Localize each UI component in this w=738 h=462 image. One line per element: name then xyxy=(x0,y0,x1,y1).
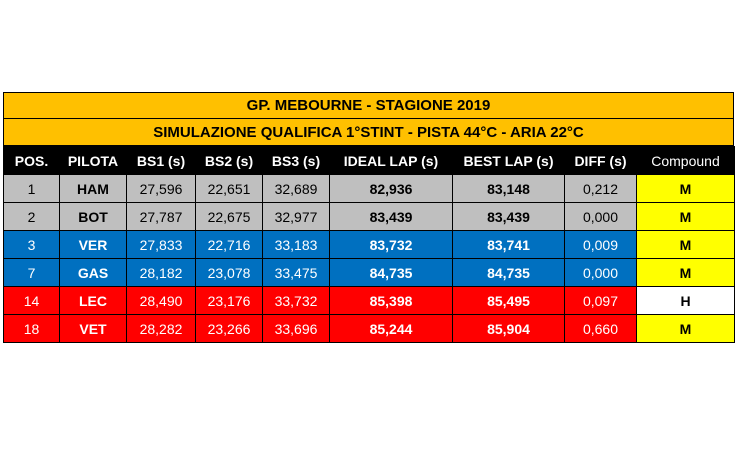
cell-pos: 2 xyxy=(4,203,60,231)
col-header-pilota: PILOTA xyxy=(60,147,127,175)
cell-compound: H xyxy=(637,287,735,315)
cell-bs1: 27,596 xyxy=(127,175,196,203)
cell-bs1: 28,490 xyxy=(127,287,196,315)
cell-diff: 0,000 xyxy=(565,203,637,231)
cell-compound: M xyxy=(637,315,735,343)
col-header-pos: POS. xyxy=(4,147,60,175)
cell-pos: 7 xyxy=(4,259,60,287)
table-row xyxy=(4,315,735,343)
cell-pilota: GAS xyxy=(60,259,127,287)
col-header-bs2: BS2 (s) xyxy=(196,147,263,175)
sheet-subtitle: SIMULAZIONE QUALIFICA 1°STINT - PISTA 44°C - ARIA 22°C xyxy=(3,119,734,146)
cell-pos: 3 xyxy=(4,231,60,259)
cell-compound: M xyxy=(637,259,735,287)
cell-bs3: 33,696 xyxy=(263,315,330,343)
sheet-title: GP. MEBOURNE - STAGIONE 2019 xyxy=(3,92,734,119)
col-header-bs3: BS3 (s) xyxy=(263,147,330,175)
qualifying-sheet xyxy=(3,92,734,343)
cell-best-lap: 83,148 xyxy=(453,175,565,203)
cell-diff: 0,660 xyxy=(565,315,637,343)
cell-bs3: 32,977 xyxy=(263,203,330,231)
table-row xyxy=(4,231,735,259)
cell-bs1: 27,787 xyxy=(127,203,196,231)
cell-diff: 0,000 xyxy=(565,259,637,287)
cell-bs3: 33,732 xyxy=(263,287,330,315)
col-header-diff: DIFF (s) xyxy=(565,147,637,175)
cell-bs2: 23,176 xyxy=(196,287,263,315)
cell-best-lap: 85,495 xyxy=(453,287,565,315)
cell-bs1: 28,182 xyxy=(127,259,196,287)
cell-diff: 0,212 xyxy=(565,175,637,203)
cell-bs1: 28,282 xyxy=(127,315,196,343)
cell-pos: 14 xyxy=(4,287,60,315)
cell-bs3: 32,689 xyxy=(263,175,330,203)
cell-bs3: 33,183 xyxy=(263,231,330,259)
cell-ideal-lap: 83,439 xyxy=(330,203,453,231)
results-table xyxy=(3,146,735,343)
cell-bs3: 33,475 xyxy=(263,259,330,287)
cell-pilota: BOT xyxy=(60,203,127,231)
cell-pilota: LEC xyxy=(60,287,127,315)
cell-bs2: 23,266 xyxy=(196,315,263,343)
cell-pos: 18 xyxy=(4,315,60,343)
table-row xyxy=(4,287,735,315)
cell-ideal-lap: 85,244 xyxy=(330,315,453,343)
col-header-bs1: BS1 (s) xyxy=(127,147,196,175)
cell-bs1: 27,833 xyxy=(127,231,196,259)
cell-ideal-lap: 84,735 xyxy=(330,259,453,287)
col-header-ideal-lap: IDEAL LAP (s) xyxy=(330,147,453,175)
table-row xyxy=(4,203,735,231)
cell-bs2: 23,078 xyxy=(196,259,263,287)
table-row xyxy=(4,259,735,287)
cell-bs2: 22,675 xyxy=(196,203,263,231)
cell-best-lap: 83,741 xyxy=(453,231,565,259)
cell-diff: 0,009 xyxy=(565,231,637,259)
col-header-best-lap: BEST LAP (s) xyxy=(453,147,565,175)
cell-ideal-lap: 82,936 xyxy=(330,175,453,203)
table-row xyxy=(4,175,735,203)
cell-ideal-lap: 83,732 xyxy=(330,231,453,259)
cell-compound: M xyxy=(637,175,735,203)
cell-pos: 1 xyxy=(4,175,60,203)
cell-diff: 0,097 xyxy=(565,287,637,315)
cell-pilota: VET xyxy=(60,315,127,343)
cell-best-lap: 85,904 xyxy=(453,315,565,343)
col-header-compound: Compound xyxy=(637,147,735,175)
cell-best-lap: 83,439 xyxy=(453,203,565,231)
cell-bs2: 22,651 xyxy=(196,175,263,203)
cell-compound: M xyxy=(637,203,735,231)
cell-pilota: VER xyxy=(60,231,127,259)
header-row xyxy=(4,147,735,175)
cell-ideal-lap: 85,398 xyxy=(330,287,453,315)
cell-bs2: 22,716 xyxy=(196,231,263,259)
cell-compound: M xyxy=(637,231,735,259)
cell-pilota: HAM xyxy=(60,175,127,203)
cell-best-lap: 84,735 xyxy=(453,259,565,287)
